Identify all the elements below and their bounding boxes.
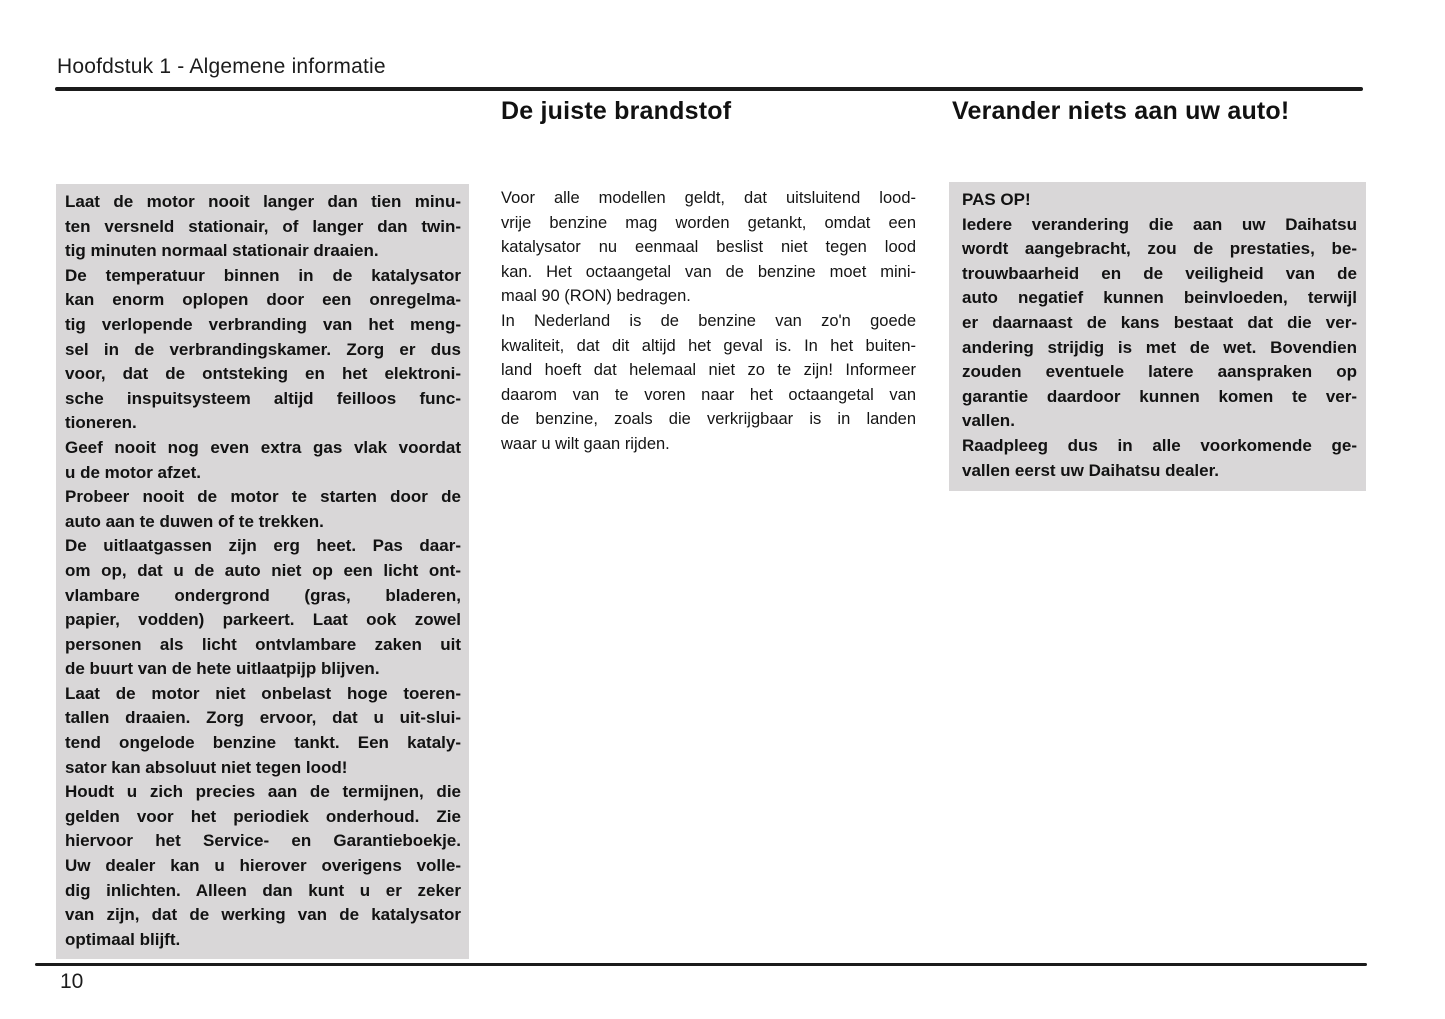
- text-line: sator kan absoluut niet tegen lood!: [65, 757, 348, 777]
- text-line: vrije benzine mag worden getankt, omdat een: [501, 213, 916, 232]
- text-line: hiervoor het Service- en Garantieboekje.: [65, 831, 461, 851]
- text-line: tioneren.: [65, 413, 137, 433]
- text-line: Laat de motor nooit langer dan tien minu-: [65, 192, 461, 211]
- text-line: waar u wilt gaan rijden.: [501, 434, 670, 453]
- text-line: vallen eerst uw Daihatsu dealer.: [962, 460, 1220, 480]
- chapter-header: Hoofdstuk 1 - Algemene informatie: [57, 55, 386, 78]
- text-line: wordt aangebracht, zou de prestaties, be-: [962, 239, 1357, 259]
- text-line: om op, dat u de auto niet op een licht ont-: [65, 560, 461, 580]
- header-rule: [55, 87, 1363, 91]
- text-line: gelden voor het periodiek onderhoud. Zie: [65, 806, 461, 826]
- text-line: Geef nooit nog even extra gas vlak voordat: [65, 437, 461, 457]
- text-line: vallen.: [962, 411, 1015, 431]
- caution-block: [950, 183, 1365, 490]
- text-line: dig inlichten. Alleen dan kunt u er zeker: [65, 880, 461, 900]
- text-line: tend ongelode benzine tankt. Een kataly-: [65, 733, 461, 753]
- fuel-text-block: [501, 186, 916, 457]
- text-line: sel in de verbrandingskamer. Zorg er dus: [65, 339, 461, 359]
- text-line: de benzine, zoals die verkrijgbaar is in landen: [501, 410, 916, 429]
- text-line: kwaliteit, dat dit altijd het geval is. In het buiten-: [501, 336, 916, 355]
- text-line: voor, dat de ontsteking en het elektroni-: [65, 364, 461, 384]
- text-line: zouden eventuele latere aanspraken op: [962, 362, 1357, 382]
- text-line: Probeer nooit de motor te starten door de: [65, 487, 461, 507]
- text-line: ten versneld stationair, of langer dan twin-: [65, 216, 461, 236]
- text-line: auto negatief kunnen beinvloeden, terwijl: [962, 288, 1357, 308]
- text-line: maal 90 (RON) bedragen.: [501, 287, 691, 306]
- text-line: tallen draaien. Zorg ervoor, dat u uit-slui-: [65, 708, 461, 728]
- text-line: Uw dealer kan u hierover overigens volle-: [65, 856, 461, 876]
- text-line: tig verlopende verbranding van het meng-: [65, 314, 461, 334]
- text-line: In Nederland is de benzine van zo'n goede: [501, 311, 916, 330]
- text-line: sche inspuitsysteem altijd feilloos func-: [65, 388, 461, 408]
- text-line: De temperatuur binnen in de katalysator: [65, 265, 461, 285]
- section-heading-modify: Verander niets aan uw auto!: [952, 97, 1290, 125]
- text-line: personen als licht ontvlambare zaken uit: [65, 634, 461, 654]
- text-line: andering strijdig is met de wet. Bovendien: [962, 337, 1357, 357]
- text-line: Iedere verandering die aan uw Daihatsu: [962, 214, 1357, 234]
- text-line: u de motor afzet.: [65, 462, 202, 482]
- text-line: PAS OP!: [962, 190, 1031, 209]
- footer-rule: [35, 963, 1367, 966]
- page-number: 10: [60, 970, 84, 993]
- text-line: garantie daardoor kunnen komen te ver-: [962, 386, 1357, 406]
- text-line: De uitlaatgassen zijn erg heet. Pas daar-: [65, 536, 461, 556]
- text-line: de buurt van de hete uitlaatpijp blijven.: [65, 659, 380, 679]
- text-line: land hoeft dat helemaal niet zo te zijn! Informeer: [501, 361, 916, 380]
- text-line: trouwbaarheid en de veiligheid van de: [962, 263, 1357, 283]
- text-line: optimaal blijft.: [65, 929, 181, 949]
- text-line: kan enorm oplopen door een onregelma-: [65, 290, 461, 310]
- text-line: daarom van te voren naar het octaangetal van: [501, 385, 916, 404]
- text-line: van zijn, dat de werking van de katalysator: [65, 905, 461, 925]
- text-line: Voor alle modellen geldt, dat uitsluitend lood-: [501, 189, 916, 207]
- text-line: vlambare ondergrond (gras, bladeren,: [65, 585, 461, 605]
- text-line: Raadpleeg dus in alle voorkomende ge-: [962, 435, 1357, 455]
- text-line: Laat de motor niet onbelast hoge toeren-: [65, 683, 461, 703]
- left-warning-block: [57, 185, 468, 958]
- text-line: papier, vodden) parkeert. Laat ook zowel: [65, 610, 461, 630]
- text-line: Houdt u zich precies aan de termijnen, die: [65, 782, 461, 802]
- text-line: katalysator nu eenmaal beslist niet tegen lood: [501, 238, 916, 257]
- section-heading-fuel: De juiste brandstof: [501, 97, 732, 125]
- text-line: kan. Het octaangetal van de benzine moet mini-: [501, 262, 916, 281]
- text-line: auto aan te duwen of te trekken.: [65, 511, 324, 531]
- text-line: tig minuten normaal stationair draaien.: [65, 241, 379, 261]
- text-line: er daarnaast de kans bestaat dat die ver-: [962, 312, 1357, 332]
